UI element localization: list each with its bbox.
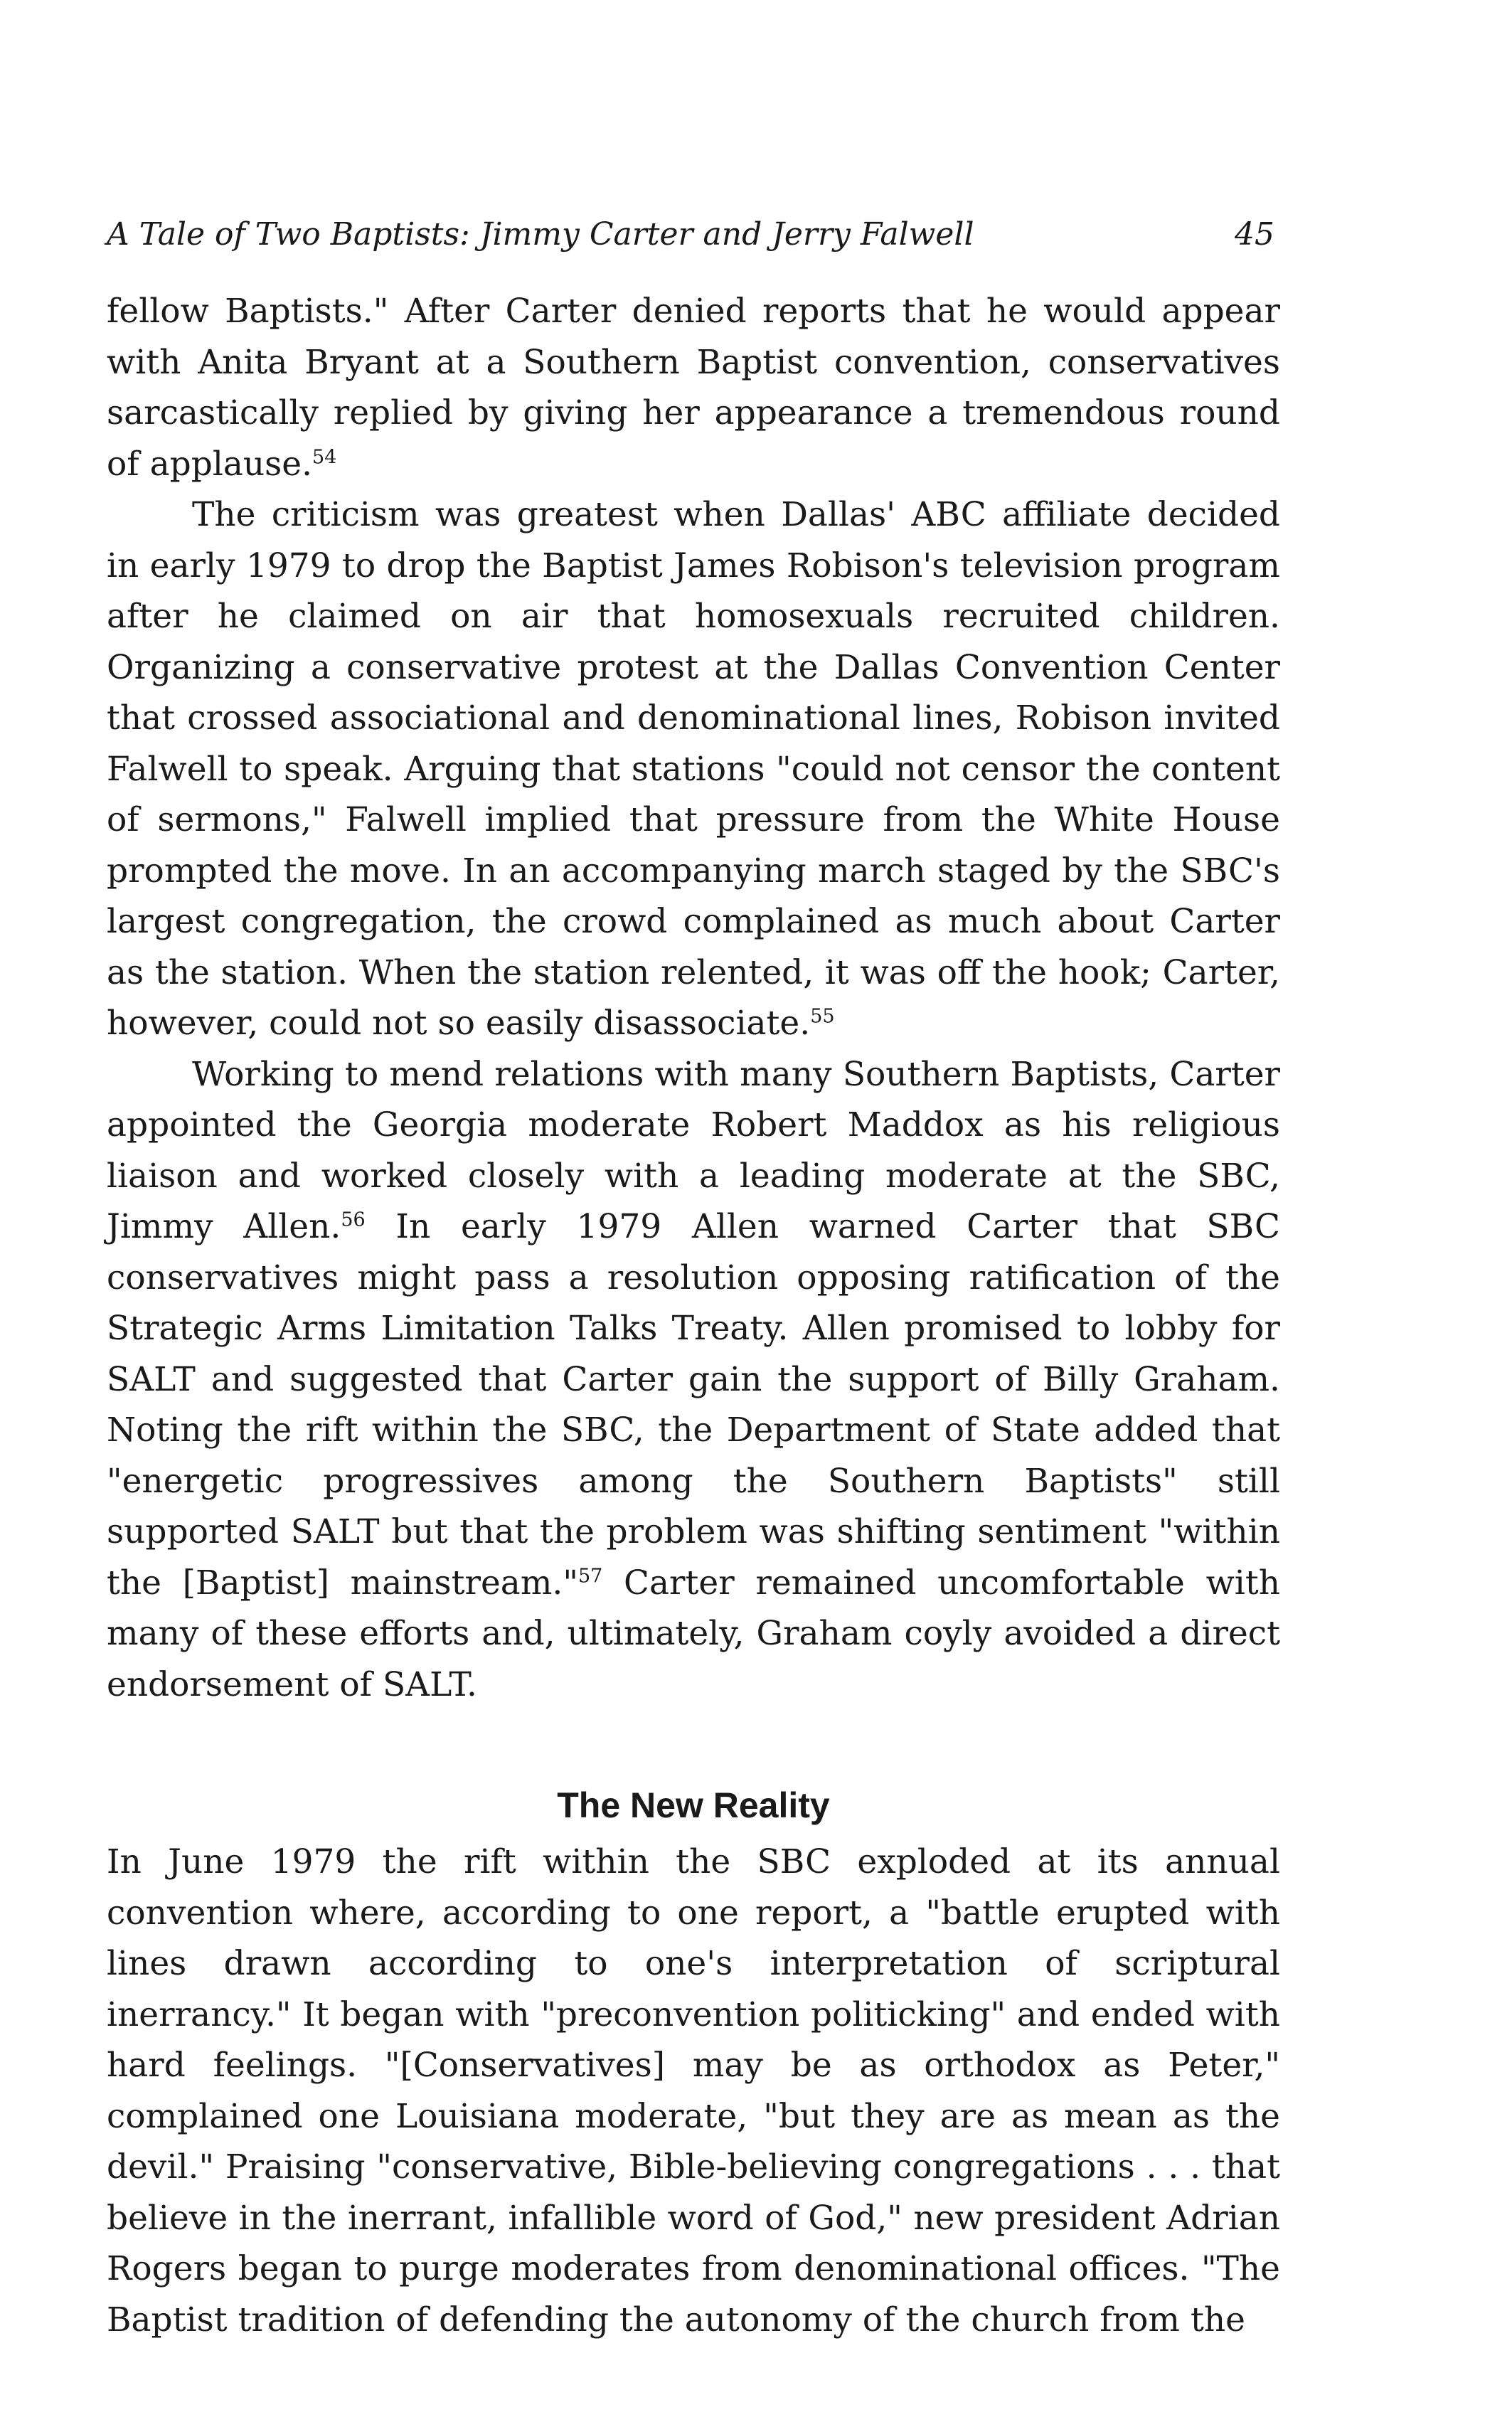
page-number: 45 [1235, 216, 1274, 253]
footnote-ref-55: 55 [810, 1005, 835, 1028]
paragraph-3-text-b: In early 1979 Allen warned Carter that SBC conservatives might pass a resolution opposing ratification of the Strategic Arms Limitation Talks Treaty. Allen promised to lobby for SALT and suggested that Carter gain the support of Billy Graham. Noting the rift within the SBC, the Department of State added that "energetic progressives among the Southern Baptists" still supported SALT but that the problem was shifting sentiment "within the [Baptist] mainstream." [107, 1207, 1280, 1603]
footnote-ref-57: 57 [577, 1564, 603, 1587]
paragraph-2-text: The criticism was greatest when Dallas' ABC affiliate decided in early 1979 to drop the Baptist James Robison's television program after he claimed on air that homosexuals recruited children. Organizing a conservative protest at the Dallas Convention Center that crossed associational and denominational lines, Robison invited Falwell to speak. Arguing that stations "could not censor the content of sermons," Falwell implied that pressure from the White House prompted the move. In an accompanying march staged by the SBC's largest congregation, the crowd complained as much about Carter as the station. When the station relented, it was off the hook; Carter, however, could not so easily disassociate. [107, 495, 1280, 1043]
paragraph-3 [107, 1049, 1280, 1711]
paragraph-1 [107, 286, 1280, 489]
footnote-ref-56: 56 [341, 1208, 366, 1231]
footnote-ref-54: 54 [312, 445, 337, 468]
section-heading: The New Reality [557, 1785, 830, 1825]
paragraph-1-text: fellow Baptists." After Carter denied reports that he would appear with Anita Bryant at a Southern Baptist convention, conservatives sarcastically replied by giving her appearance a tremendous round of applause. [107, 292, 1280, 484]
paragraph-3-text-c: Carter remained uncomfortable with many of these efforts and, ultimately, Graham coyly avoided a direct endorsement of SALT. [107, 1563, 1280, 1704]
paragraph-4-text: In June 1979 the rift within the SBC exploded at its annual convention where, according to one report, a "battle erupted with lines drawn according to one's interpretation of scriptural inerrancy." It began with "preconvention politicking" and ended with hard feelings. "[Conservatives] may be as orthodox as Peter," complained one Louisiana moderate, "but they are as mean as the devil." Praising "conservative, Bible-believing congregations . . . that believe in the inerrant, infallible word of God," new president Adrian Rogers began to purge moderates from denominational offices. "The Baptist tradition of defending the autonomy of the church from the [107, 1842, 1280, 2339]
running-head [107, 213, 1280, 256]
paragraph-4 [107, 1837, 1280, 2345]
book-page [107, 213, 1280, 2345]
paragraph-3-text-a: Working to mend relations with many Southern Baptists, Carter appointed the Georgia moderate Robert Maddox as his religious liaison and worked closely with a leading moderate at the SBC, Jimmy Allen. [107, 1054, 1280, 1246]
body-text [107, 286, 1280, 2345]
running-title: A Tale of Two Baptists: Jimmy Carter and Jerry Falwell [107, 216, 974, 253]
paragraph-2 [107, 489, 1280, 1049]
